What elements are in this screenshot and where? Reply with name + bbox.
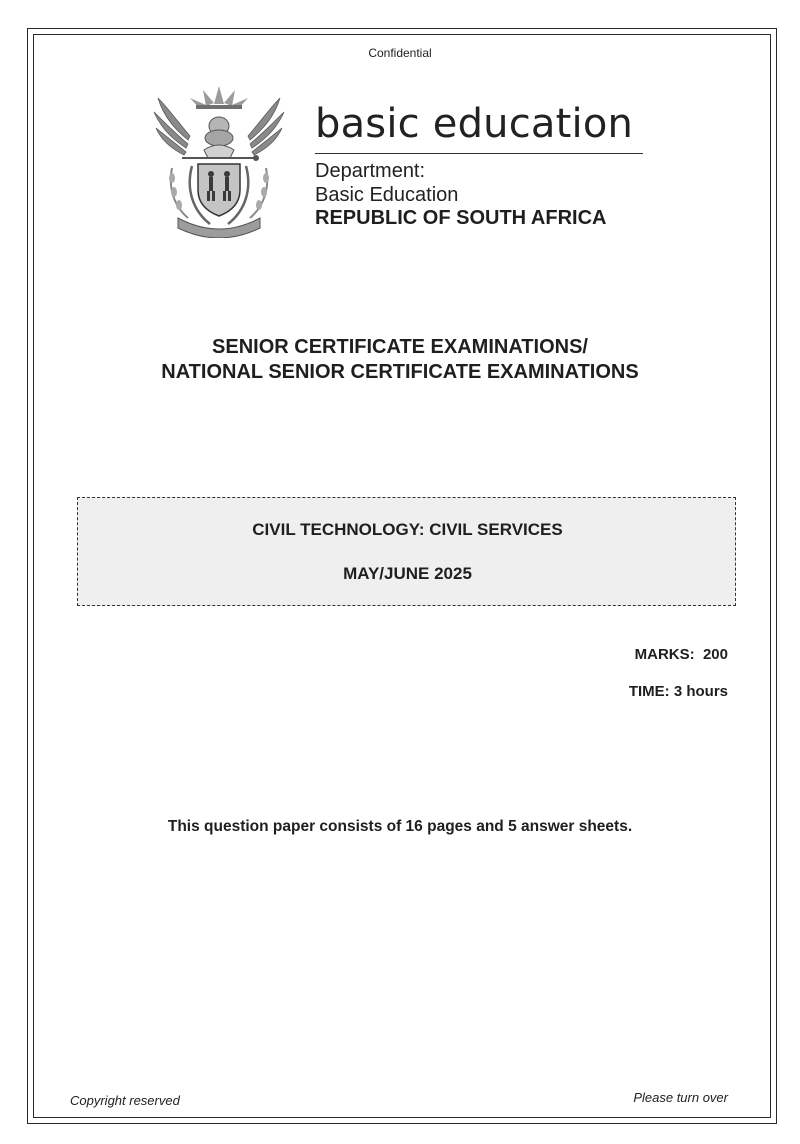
brand-divider <box>315 153 643 154</box>
coat-of-arms-icon <box>148 78 290 238</box>
subject-name: CIVIL TECHNOLOGY: CIVIL SERVICES <box>252 520 563 539</box>
brand-subdepartment: Basic Education <box>315 184 459 206</box>
exam-title-line1: SENIOR CERTIFICATE EXAMINATIONS/ <box>212 336 588 358</box>
brand-title: basic education <box>315 101 634 147</box>
paper-info: This question paper consists of 16 pages and 5 answer sheets. <box>167 818 633 835</box>
brand-department: Department: <box>315 160 426 182</box>
copyright-footer: Copyright reserved <box>70 1093 180 1108</box>
brand-country: REPUBLIC OF SOUTH AFRICA <box>315 207 607 229</box>
confidential-label: Confidential <box>368 46 432 60</box>
marks-label: MARKS: 200 <box>634 646 728 663</box>
exam-session: MAY/JUNE 2025 <box>343 564 472 583</box>
time-label: TIME: 3 hours <box>628 683 728 700</box>
turn-over-footer: Please turn over <box>633 1090 728 1105</box>
subject-box <box>77 497 736 606</box>
exam-title-line2: NATIONAL SENIOR CERTIFICATE EXAMINATIONS <box>161 361 639 383</box>
